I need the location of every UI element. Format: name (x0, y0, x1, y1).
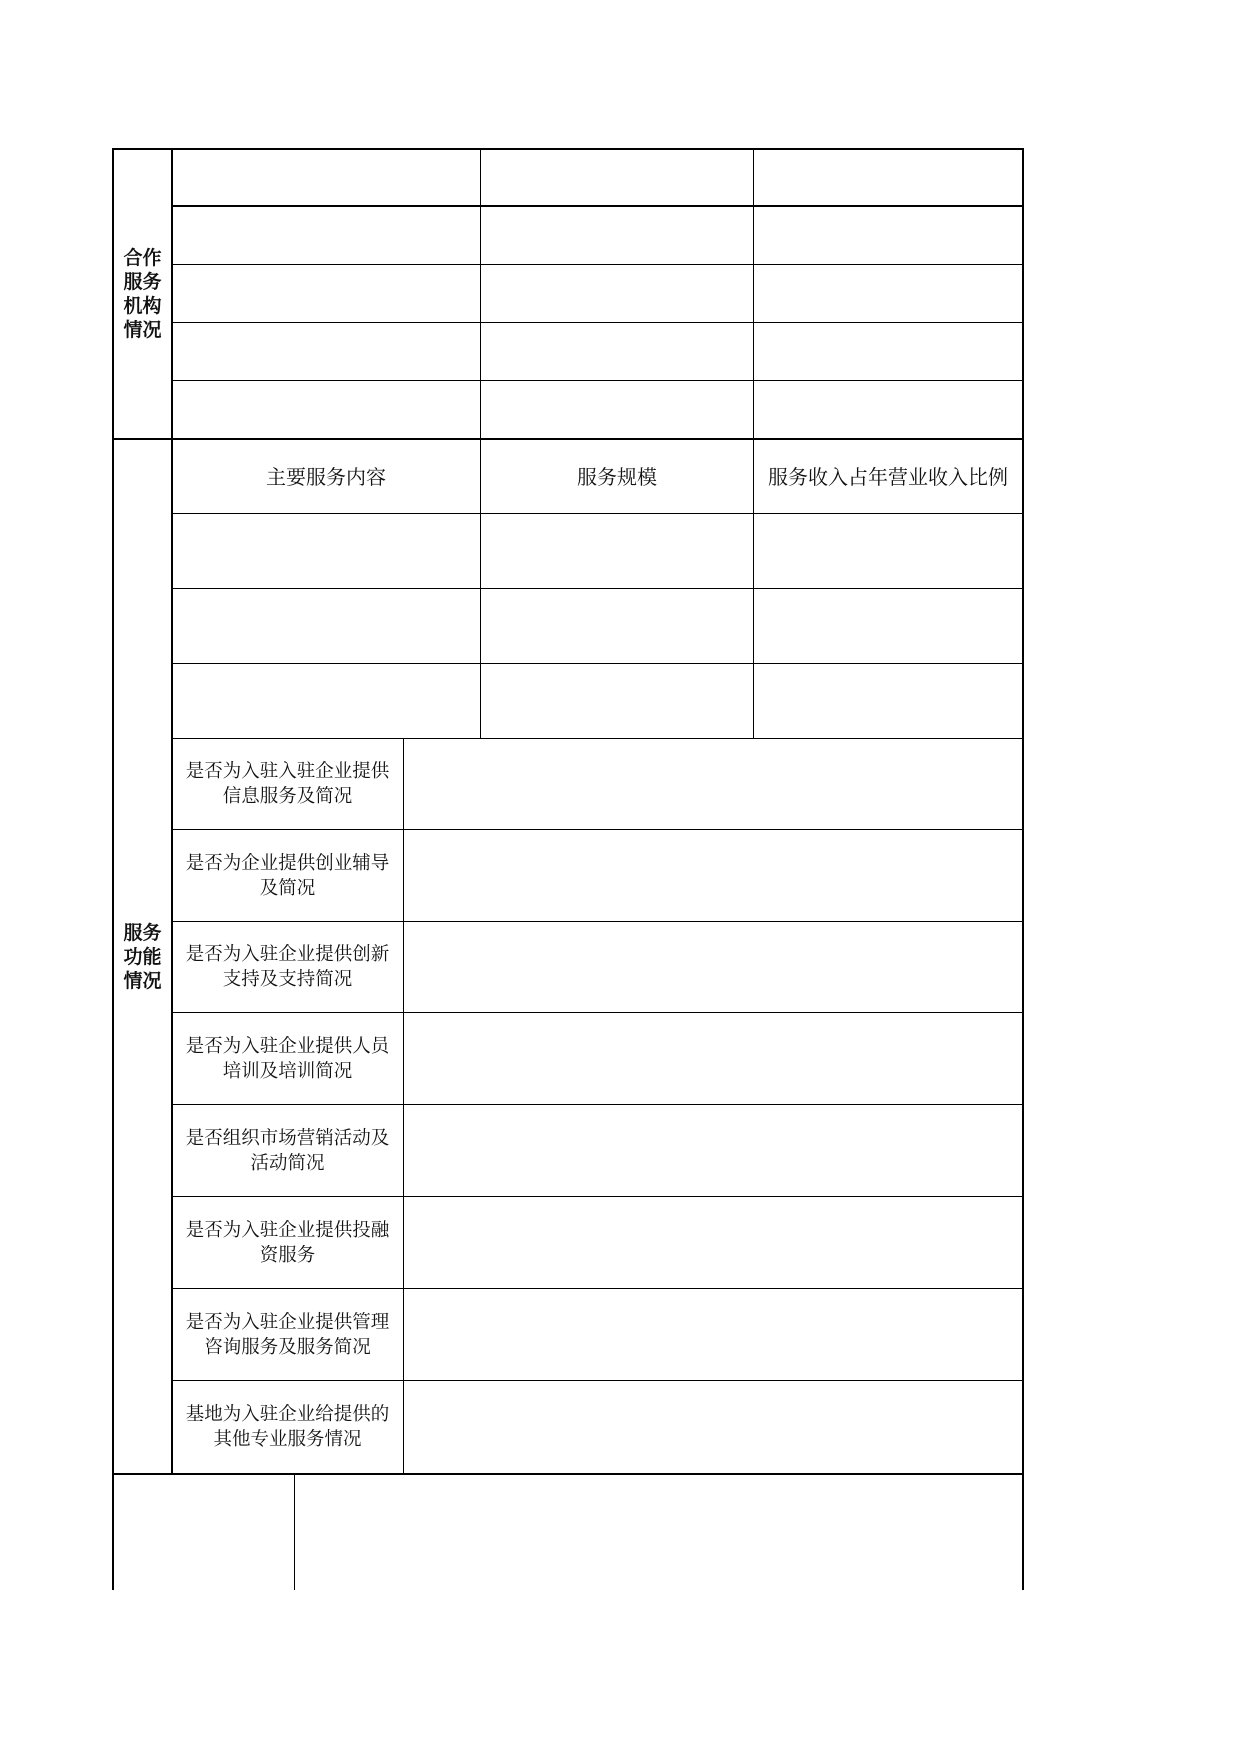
answer-field[interactable] (404, 1289, 1022, 1380)
question-cell (172, 1013, 403, 1104)
question-cell (172, 1105, 403, 1196)
column-divider (294, 1474, 295, 1590)
question-label-investment-financing: 是否为入驻企业提供投融资服务 (185, 1219, 390, 1266)
form-right-border (1022, 149, 1024, 1590)
question-label-startup-coaching: 是否为企业提供创业辅导及简况 (185, 852, 390, 899)
question-cell (172, 922, 403, 1012)
section-label-cooperation: 合作服务机构情况 (123, 247, 162, 341)
question-cell (172, 739, 403, 829)
row-divider (172, 513, 1024, 514)
question-label-innovation-support: 是否为入驻企业提供创新支持及支持简况 (185, 944, 390, 990)
row-divider (172, 205, 1024, 207)
header-main-service-content: 主要服务内容 (266, 464, 386, 489)
row-divider (172, 322, 1024, 323)
answer-field[interactable] (404, 1197, 1022, 1288)
row-divider (172, 588, 1024, 589)
question-label-staff-training: 是否为入驻企业提供人员培训及培训简况 (185, 1035, 390, 1082)
question-label-info-service: 是否为入驻入驻企业提供信息服务及简况 (185, 761, 390, 807)
section-label-service-cell (114, 440, 171, 1473)
header-service-scale: 服务规模 (577, 464, 657, 489)
row-divider (172, 663, 1024, 664)
answer-field[interactable] (404, 922, 1022, 1012)
answer-field[interactable] (404, 1381, 1022, 1473)
answer-field[interactable] (404, 739, 1022, 829)
answer-field[interactable] (404, 1013, 1022, 1104)
row-divider (172, 264, 1024, 265)
section-label-cooperation-cell (114, 150, 171, 438)
row-divider (172, 380, 1024, 381)
question-label-other-services: 基地为入驻企业给提供的其他专业服务情况 (185, 1404, 390, 1450)
question-cell (172, 1289, 403, 1380)
question-label-management-consulting: 是否为入驻企业提供管理咨询服务及服务简况 (185, 1311, 390, 1358)
question-cell (172, 1381, 403, 1473)
section-label-service-function: 服务功能情况 (123, 921, 162, 992)
answer-field[interactable] (404, 1105, 1022, 1196)
answer-field[interactable] (404, 830, 1022, 921)
question-cell (172, 1197, 403, 1288)
form-top-border (112, 148, 1024, 150)
question-label-marketing: 是否组织市场营销活动及活动简况 (185, 1127, 390, 1174)
header-service-income-ratio: 服务收入占年营业收入比例 (768, 464, 1008, 489)
section-divider (112, 1473, 1024, 1475)
question-cell (172, 830, 403, 921)
